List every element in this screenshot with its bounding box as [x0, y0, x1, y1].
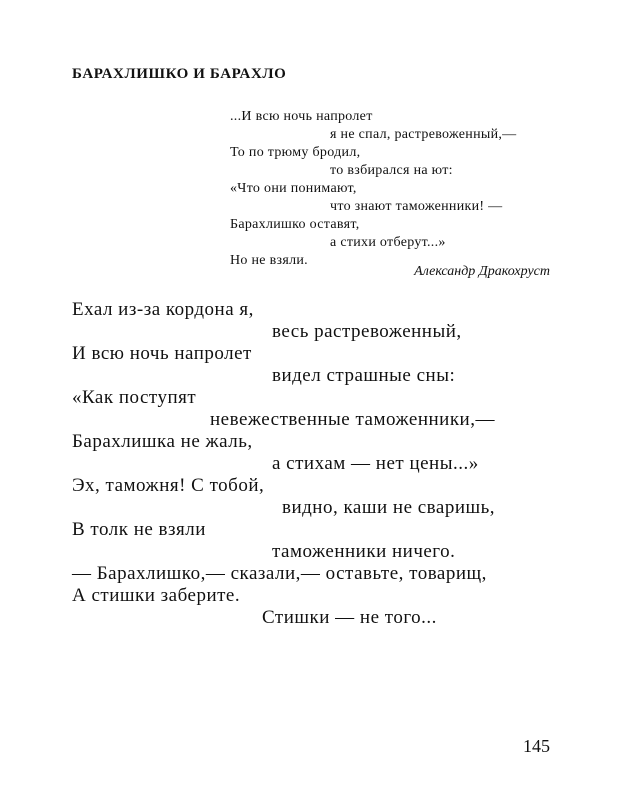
page-number: 145 [523, 736, 550, 756]
epigraph-line: То по трюму бродил, [230, 145, 361, 160]
epigraph-line: я не спал, растревоженный,— [330, 127, 517, 142]
epigraph-line: Но не взяли. [230, 253, 308, 268]
poem-line: а стихам — нет цены...» [272, 453, 479, 474]
poem-line: «Как поступят [72, 387, 197, 408]
epigraph-line: а стихи отберут...» [330, 235, 446, 250]
poem-line: И всю ночь напролет [72, 343, 252, 364]
epigraph-author: Александр Дракохруст [414, 264, 550, 279]
epigraph-line: Барахлишко оставят, [230, 217, 360, 232]
poem-line: — Барахлишко,— сказали,— оставьте, товарищ, [72, 563, 487, 584]
poem-line: Эх, таможня! С тобой, [72, 475, 265, 496]
epigraph-line: что знают таможенники! — [330, 199, 503, 214]
poem-line: В толк не взяли [72, 519, 206, 540]
epigraph-line: «Что они понимают, [230, 181, 357, 196]
poem-line: таможенники ничего. [272, 541, 456, 562]
poem-line: А стишки заберите. [72, 585, 241, 606]
epigraph-line: то взбирался на ют: [330, 163, 453, 178]
poem-line: Барахлишка не жаль, [72, 431, 253, 452]
epigraph-line: ...И всю ночь напролет [230, 109, 373, 124]
poem-line: весь растревоженный, [272, 321, 462, 342]
poem-title: БАРАХЛИШКО И БАРАХЛО [72, 66, 287, 82]
poem-line: Ехал из-за кордона я, [72, 299, 254, 320]
poem-line: видно, каши не сваришь, [282, 497, 496, 518]
poem-line: Стишки — не того... [262, 607, 437, 628]
poem-line: невежественные таможенники,— [210, 409, 495, 430]
poem-line: видел страшные сны: [272, 365, 456, 386]
